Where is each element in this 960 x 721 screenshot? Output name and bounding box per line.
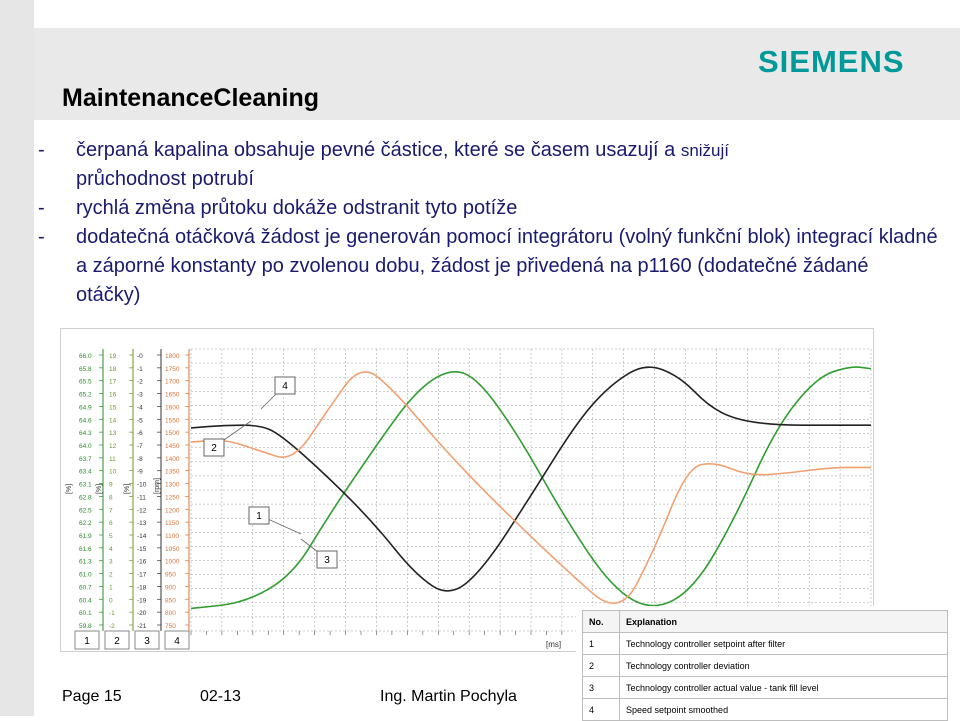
bullet-text: dodatečná otáčková žádost je generován pomocí integrátoru (volný funkční blok) integrací kladné a záporné konstanty po zvolenou dobu, žádost je přivedená na p1160 (dodatečné žádané otáčky) xyxy=(76,226,938,306)
axis-tick-label: 1800 xyxy=(165,353,180,360)
footer-page: Page 15 xyxy=(62,688,122,705)
axis-tick-label: 60.4 xyxy=(79,597,92,605)
axis-tick-label: 11 xyxy=(109,455,116,463)
axis-tick-label: -11 xyxy=(137,494,146,502)
axis-tick-label: -4 xyxy=(137,404,143,412)
trend-chart xyxy=(60,328,874,652)
axis-tick-label: 17 xyxy=(109,378,117,386)
axis-tick-label: 1400 xyxy=(165,455,180,463)
axis-tick-label: 61.0 xyxy=(79,571,92,579)
axis-tick-label: 64.0 xyxy=(79,443,92,450)
axis-tick-label: 1250 xyxy=(165,494,180,502)
axis-tick-label: 63.4 xyxy=(79,468,92,476)
axis-tick-label: 63.7 xyxy=(79,455,92,463)
axis-tick-label: -5 xyxy=(137,417,143,425)
axis-tick-label: 900 xyxy=(165,584,176,592)
axis-tick-label: -6 xyxy=(137,430,143,438)
axis-unit-label: [%] xyxy=(124,483,131,494)
legend-header-explanation: Explanation xyxy=(620,611,948,633)
axis-tick-label: 65.8 xyxy=(79,365,92,373)
axis-tick-label: 62.5 xyxy=(79,507,92,515)
axis-tick-label: -3 xyxy=(137,391,143,399)
axis-tick-label: -2 xyxy=(109,623,115,630)
bullet-text-continued: průchodnost potrubí xyxy=(76,168,254,190)
slide-title: MaintenanceCleaning xyxy=(62,84,319,112)
axis-tick-label: 1 xyxy=(109,584,113,592)
table-row xyxy=(583,655,948,677)
numbered-tab-label: 1 xyxy=(84,636,90,647)
axis-tick-label: -1 xyxy=(109,610,115,618)
axis-unit-label: [%] xyxy=(66,483,73,494)
bullet-item xyxy=(38,223,938,310)
trend-chart-svg xyxy=(61,329,873,651)
axis-tick-label: 5 xyxy=(109,533,113,540)
axis-tick-label: 65.2 xyxy=(79,391,92,399)
legend-explanation: Technology controller setpoint after filter xyxy=(620,633,948,655)
axis-tick-label: 16 xyxy=(109,391,117,399)
axis-tick-label: -14 xyxy=(137,533,147,540)
numbered-tab-label: 2 xyxy=(114,636,120,647)
footer-date: 02-13 xyxy=(200,688,241,705)
axis-tick-label: 59.8 xyxy=(79,623,92,630)
axis-tick-label: 1700 xyxy=(165,378,180,386)
axis-tick-label: 1500 xyxy=(165,430,180,438)
legend-header-no: No. xyxy=(583,611,620,633)
axis-tick-label: 1050 xyxy=(165,545,180,553)
axis-tick-label: 12 xyxy=(109,443,117,450)
axis-tick-label: 64.3 xyxy=(79,430,92,438)
axis-tick-label: 850 xyxy=(165,597,176,605)
axis-tick-label: 1200 xyxy=(165,507,180,515)
axis-unit-label: [rpm] xyxy=(154,478,161,494)
axis-tick-label: 800 xyxy=(165,610,176,618)
legend-table-box xyxy=(576,606,956,716)
bullet-dash: - xyxy=(38,197,45,219)
axis-tick-label: 60.1 xyxy=(79,610,92,618)
axis-tick-label: 1600 xyxy=(165,404,180,412)
axis-tick-label: 15 xyxy=(109,404,117,412)
numbered-tab-label: 4 xyxy=(174,636,180,647)
axis-tick-label: 63.1 xyxy=(79,481,92,489)
axis-tick-label: 1350 xyxy=(165,468,180,476)
axis-tick-label: 61.3 xyxy=(79,558,92,566)
axis-tick-label: -9 xyxy=(137,468,143,476)
axis-tick-label: 0 xyxy=(109,597,113,605)
axis-tick-label: 13 xyxy=(109,430,117,438)
axis-tick-label: -21 xyxy=(137,623,147,630)
axis-tick-label: 1000 xyxy=(165,558,180,566)
bullet-text-small: snižují xyxy=(680,141,729,160)
axis-tick-label: 9 xyxy=(109,481,113,489)
legend-table xyxy=(582,610,948,721)
axis-tick-label: 66.0 xyxy=(79,353,92,360)
axis-tick-label: 60.7 xyxy=(79,584,92,592)
callout-label: 4 xyxy=(282,381,288,392)
axis-tick-label: -8 xyxy=(137,455,143,463)
callout-label: 1 xyxy=(256,511,262,522)
legend-explanation: Technology controller actual value - tank fill level xyxy=(620,677,948,699)
callout-label: 3 xyxy=(324,555,330,566)
axis-tick-label: -7 xyxy=(137,443,143,450)
axis-tick-label: 10 xyxy=(109,468,117,476)
axis-tick-label: -18 xyxy=(137,584,147,592)
axis-tick-label: -19 xyxy=(137,597,147,605)
axis-tick-label: 950 xyxy=(165,571,176,579)
axis-tick-label: 1450 xyxy=(165,443,180,450)
axis-tick-label: 8 xyxy=(109,494,113,502)
axis-tick-label: -2 xyxy=(137,378,143,386)
axis-tick-label: 6 xyxy=(109,520,113,528)
table-row xyxy=(583,633,948,655)
axis-tick-label: 1100 xyxy=(165,533,179,540)
axis-tick-label: -1 xyxy=(137,365,143,373)
callout-label: 2 xyxy=(211,443,217,454)
axis-tick-label: 64.6 xyxy=(79,417,92,425)
bullet-list xyxy=(38,136,938,310)
axis-tick-label: 1650 xyxy=(165,391,180,399)
axis-tick-label: 18 xyxy=(109,365,117,373)
numbered-tab-label: 3 xyxy=(144,636,150,647)
axis-tick-label: -12 xyxy=(137,507,147,515)
axis-tick-label: 7 xyxy=(109,507,113,515)
table-row xyxy=(583,699,948,721)
bullet-item xyxy=(38,194,938,223)
legend-explanation: Technology controller deviation xyxy=(620,655,948,677)
legend-no: 4 xyxy=(583,699,620,721)
axis-tick-label: 1750 xyxy=(165,365,180,373)
axis-tick-label: -20 xyxy=(137,610,147,618)
legend-header-row xyxy=(583,611,948,633)
legend-no: 1 xyxy=(583,633,620,655)
axis-tick-label: 3 xyxy=(109,558,113,566)
legend-explanation: Speed setpoint smoothed xyxy=(620,699,948,721)
axis-tick-label: -15 xyxy=(137,545,147,553)
left-margin-strip xyxy=(0,0,34,716)
axis-tick-label: 1550 xyxy=(165,417,180,425)
bullet-text: rychlá změna průtoku dokáže odstranit tyto potíže xyxy=(76,197,518,219)
axis-tick-label: 65.5 xyxy=(79,378,92,386)
axis-unit-label: [%] xyxy=(96,483,103,494)
axis-tick-label: 61.9 xyxy=(79,533,92,540)
table-row xyxy=(583,677,948,699)
axis-tick-label: -10 xyxy=(137,481,147,489)
bullet-text: čerpaná kapalina obsahuje pevné částice, které se časem usazují a xyxy=(76,139,681,161)
axis-tick-label: 4 xyxy=(109,545,113,553)
axis-tick-label: 2 xyxy=(109,571,113,579)
legend-no: 3 xyxy=(583,677,620,699)
axis-tick-label: 62.8 xyxy=(79,494,92,502)
axis-tick-label: 62.2 xyxy=(79,520,92,528)
axis-tick-label: 19 xyxy=(109,353,117,360)
bullet-dash: - xyxy=(38,226,45,248)
axis-tick-label: 750 xyxy=(165,623,176,630)
bullet-item xyxy=(38,136,938,194)
axis-tick-label: 1150 xyxy=(165,520,179,528)
x-axis-label: [ms] xyxy=(546,640,562,649)
axis-tick-label: 64.9 xyxy=(79,404,92,412)
bullet-dash: - xyxy=(38,139,45,161)
axis-tick-label: -13 xyxy=(137,520,147,528)
footer-author: Ing. Martin Pochyla xyxy=(380,688,517,705)
axis-tick-label: -16 xyxy=(137,558,147,566)
legend-no: 2 xyxy=(583,655,620,677)
axis-tick-label: 61.6 xyxy=(79,545,92,553)
axis-tick-label: 1300 xyxy=(165,481,180,489)
siemens-logo: SIEMENS xyxy=(758,44,905,79)
axis-tick-label: -0 xyxy=(137,353,143,360)
axis-tick-label: -17 xyxy=(137,571,147,579)
axis-tick-label: 14 xyxy=(109,417,117,425)
series-line xyxy=(191,367,871,608)
